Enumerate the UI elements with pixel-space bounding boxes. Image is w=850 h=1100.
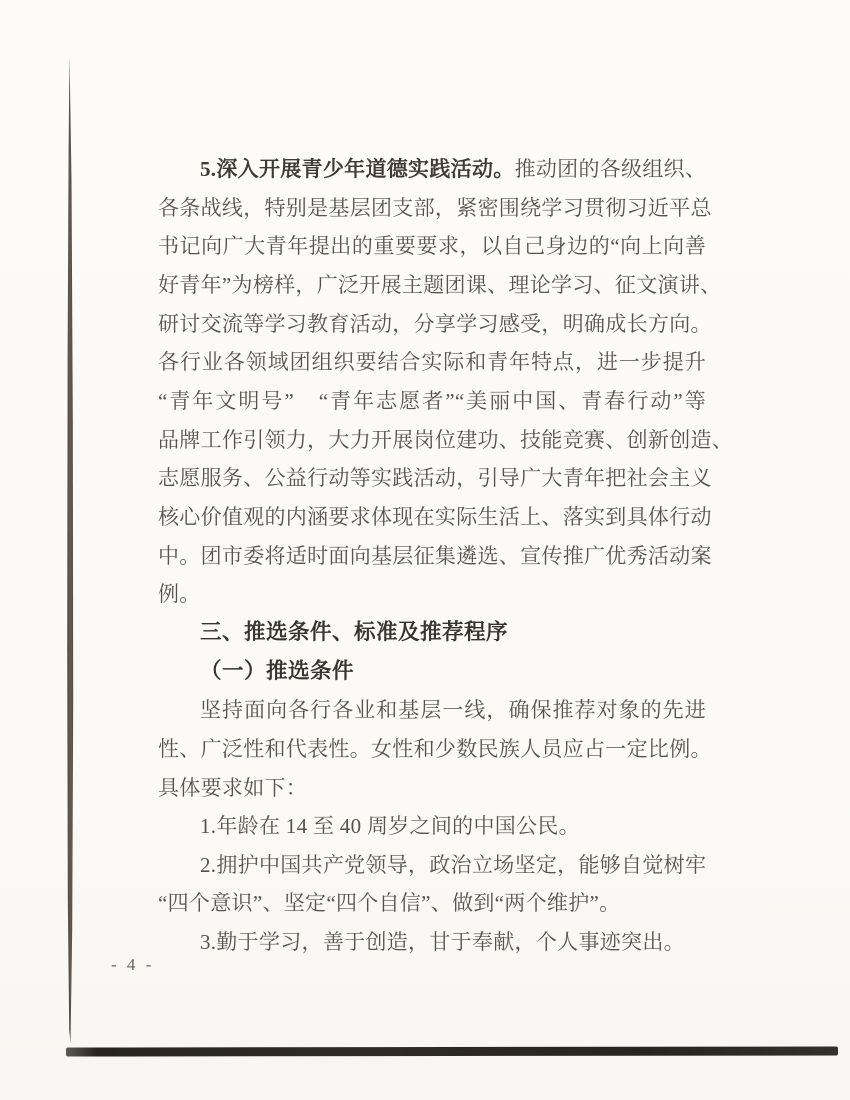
body-text-line	[158, 227, 706, 266]
line-text: 2.拥护中国共产党领导，政治立场坚定，能够自觉树牢	[200, 852, 707, 877]
line-text: “四个意识”、坚定“四个自信”、做到“两个维护”。	[158, 891, 621, 916]
line-text: 1.年龄在 14 至 40 周岁之间的中国公民。	[200, 814, 580, 839]
body-text-line	[158, 537, 712, 576]
body-text-line	[158, 421, 734, 460]
page-number: - 4 -	[111, 955, 155, 974]
line-text: 核心价值观的内涵要求体现在实际生活上、落实到具体行动	[158, 504, 712, 529]
body-text-line	[158, 305, 712, 344]
line-text: 推动团的各级组织、	[514, 157, 707, 181]
body-text-line	[158, 575, 706, 614]
body-text-line	[158, 769, 706, 808]
line-text: 例。	[158, 582, 201, 607]
line-text: 性、广泛性和代表性。女性和少数民族人员应占一定比例。	[158, 736, 712, 761]
body-text-line	[158, 189, 712, 228]
line-text: 好青年”为榜样，广泛开展主题团课、理论学习、征文演讲、	[158, 272, 722, 297]
line-text: 三、推选条件、标准及推荐程序	[200, 619, 509, 645]
line-text: 各行业各领域团组织要结合实际和青年特点，进一步提升	[158, 350, 706, 375]
body-text-line	[158, 266, 722, 305]
document-text-block	[158, 150, 734, 962]
line-text: 各条战线，特别是基层团支部，紧密围绕学习贯彻习近平总	[158, 195, 712, 220]
line-text: “青年文明号” “青年志愿者”“美丽中国、青春行动”等	[158, 388, 706, 413]
body-text-line	[158, 730, 712, 769]
line-text: 3.勤于学习，善于创造，甘于奉献，个人事迹突出。	[200, 930, 685, 955]
section-heading-line	[158, 614, 706, 653]
body-text-line	[158, 382, 706, 421]
scan-binding-shadow-left	[0, 0, 90, 1100]
line-text: （一）推选条件	[200, 658, 355, 684]
section-heading-line	[158, 653, 706, 692]
body-text-line	[158, 459, 712, 498]
line-text: 坚持面向各行各业和基层一线，确保推荐对象的先进	[200, 698, 706, 723]
line-text: 志愿服务、公益行动等实践活动，引导广大青年把社会主义	[158, 466, 712, 491]
line-text: 具体要求如下：	[158, 775, 308, 800]
bold-lead-in-sentence: 5.深入开展青少年道德实践活动。	[200, 157, 515, 181]
body-text-line	[158, 846, 706, 885]
line-text: 品牌工作引领力，大力开展岗位建功、技能竞赛、创新创造、	[158, 427, 734, 452]
body-text-line	[158, 884, 706, 923]
body-text-line	[158, 498, 712, 537]
line-text: 研讨交流等学习教育活动，分享学习感受，明确成长方向。	[158, 311, 712, 336]
body-text-line	[158, 150, 706, 189]
line-text: 书记向广大青年提出的重要要求，以自己身边的“向上向善	[158, 234, 706, 259]
body-text-line	[158, 923, 706, 962]
body-text-line	[158, 807, 706, 846]
body-text-line	[158, 691, 706, 730]
scan-page-edge-shadow-bottom	[66, 1046, 838, 1056]
line-text: 中。团市委将适时面向基层征集遴选、宣传推广优秀活动案	[158, 543, 712, 568]
body-text-line	[158, 343, 706, 382]
